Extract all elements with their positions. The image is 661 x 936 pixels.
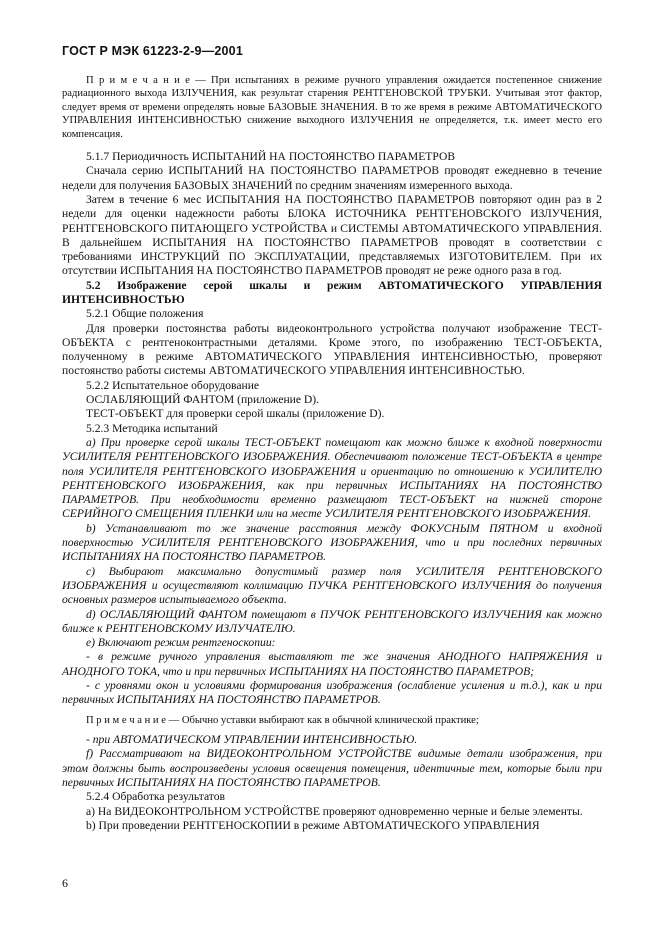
method-step-c: c) Выбирают максимально допустимый размер поля УСИЛИТЕЛЯ РЕНТГЕНОВСКОГО ИЗОБРАЖЕНИЯ и осуществляют коллимацию ПУЧКА РЕНТГЕНОВСКОГО ИЗЛУЧЕНИЯ до получения основных размеров испытываемого объекта. xyxy=(62,564,602,607)
equipment-item-test-object: ТЕСТ-ОБЪЕКТ для проверки серой шкалы (приложение D). xyxy=(86,407,385,421)
method-step-e-automatic: - при АВТОМАТИЧЕСКОМ УПРАВЛЕНИИ ИНТЕНСИВНОСТЬЮ. xyxy=(86,733,418,747)
note-2-text: Обычно уставки выбирают как в обычной клинической практике; xyxy=(181,714,479,726)
method-step-a: a) При проверке серой шкалы ТЕСТ-ОБЪЕКТ помещают как можно ближе к входной поверхности УСИЛИТЕЛЯ РЕНТГЕНОВСКОГО ИЗОБРАЖЕНИЯ. Обеспечивают положение ТЕСТ-ОБЪЕКТА в центре поля УСИЛИТЕЛЯ РЕНТГЕНОВСКОГО ИЗОБРАЖЕНИЯ и ориентацию по отношению к УСИЛИТЕЛЮ РЕНТГЕНОВСКОГО ИЗОБРАЖЕНИЯ, как при первичных ИСПЫТАНИЯХ НА ПОСТОЯНСТВО ПАРАМЕТРОВ. При необходимости временно размещают ТЕСТ-ОБЪЕКТ на нижней стороне СЕРИЙНОГО СМЕЩЕНИЯ ПЛЕНКИ или на месте УСИЛИТЕЛЯ РЕНТГЕНОВСКОГО ИЗОБРАЖЕНИЯ. xyxy=(62,435,602,521)
method-step-e: e) Включают режим рентгеноскопии: xyxy=(86,636,276,650)
section-5-2-2-heading: 5.2.2 Испытательное оборудование xyxy=(86,378,260,392)
section-5-1-7-paragraph-1: Сначала серию ИСПЫТАНИЙ НА ПОСТОЯНСТВО ПАРАМЕТРОВ проводят ежедневно в течение недели для получения БАЗОВЫХ ЗНАЧЕНИЙ по средним значениям измеренного выхода. xyxy=(62,164,602,192)
method-step-e-manual: - в режиме ручного управления выставляют те же значения АНОДНОГО НАПРЯЖЕНИЯ и АНОДНОГО ТОКА, что и при первичных ИСПЫТАНИЯХ НА ПОСТОЯНСТВО ПАРАМЕТРОВ; xyxy=(62,650,602,678)
results-item-b: b) При проведении РЕНТГЕНОСКОПИИ в режиме АВТОМАТИЧЕСКОГО УПРАВЛЕНИЯ xyxy=(86,818,540,832)
note-1-text: При испытаниях в режиме ручного управления ожидается постепенное снижение радиационного выхода ИЗЛУЧЕНИЯ, как результат старения РЕНТГЕНОВСКОЙ ТРУБКИ. Учитывая этот фактор, следует время от времени определять новые БАЗОВЫЕ ЗНАЧЕНИЯ. В то же время в режиме АВТОМАТИЧЕСКОГО УПРАВЛЕНИЯ ИНТЕНСИВНОСТЬЮ снижение выходного ИЗЛУЧЕНИЯ не определяется, т.к. имеет место его компенсация. xyxy=(62,75,602,140)
section-5-2-3-heading: 5.2.3 Методика испытаний xyxy=(86,421,218,435)
section-5-2-heading: 5.2 Изображение серой шкалы и режим АВТОМАТИЧЕСКОГО УПРАВЛЕНИЯ ИНТЕНСИВНОСТЬЮ xyxy=(62,278,602,306)
section-5-1-7-heading: 5.1.7 Периодичность ИСПЫТАНИЙ НА ПОСТОЯНСТВО ПАРАМЕТРОВ xyxy=(86,150,456,164)
section-5-2-1-paragraph: Для проверки постоянства работы видеоконтрольного устройства получают изображение ТЕСТ-ОБЪЕКТА с рентгеноконтрастными деталями. Кроме этого, по изображению ТЕСТ-ОБЪЕКТА, полученному в режиме АВТОМАТИЧЕСКОГО УПРАВЛЕНИЯ ИНТЕНСИВНОСТЬЮ, проверяют постоянство работы системы АВТОМАТИЧЕСКОГО УПРАВЛЕНИЯ ИНТЕНСИВНОСТЬЮ. xyxy=(62,321,602,378)
note-2-lead: П р и м е ч а н и е — xyxy=(86,714,182,726)
section-5-2-4-heading: 5.2.4 Обработка результатов xyxy=(86,790,225,804)
method-step-b: b) Устанавливают то же значение расстояния между ФОКУСНЫМ ПЯТНОМ и входной поверхностью УСИЛИТЕЛЯ РЕНТГЕНОВСКОГО ИЗОБРАЖЕНИЯ, что и при последних первичных ИСПЫТАНИЯХ НА ПОСТОЯНСТВО ПАРАМЕТРОВ. xyxy=(62,521,602,564)
equipment-item-phantom: ОСЛАБЛЯЮЩИЙ ФАНТОМ (приложение D). xyxy=(86,393,320,407)
method-step-e-windows: - с уровнями окон и условиями формирования изображения (ослабление усиления и т.д.), как и при первичных ИСПЫТАНИЯХ НА ПОСТОЯНСТВО ПАРАМЕТРОВ. xyxy=(62,679,602,707)
standard-header: ГОСТ Р МЭК 61223-2-9—2001 xyxy=(62,44,243,58)
note-1 xyxy=(62,74,602,141)
results-item-a: a) На ВИДЕОКОНТРОЛЬНОМ УСТРОЙСТВЕ проверяют одновременно черные и белые элементы. xyxy=(86,804,583,818)
section-5-1-7-paragraph-2: Затем в течение 6 мес ИСПЫТАНИЯ НА ПОСТОЯНСТВО ПАРАМЕТРОВ повторяют один раз в 2 недели для оценки надежности работы БЛОКА ИСТОЧНИКА РЕНТГЕНОВСКОГО ИЗЛУЧЕНИЯ, РЕНТГЕНОВСКОГО ПИТАЮЩЕГО УСТРОЙСТВА и СИСТЕМЫ АВТОМАТИЧЕСКОГО УПРАВЛЕНИЯ. В дальнейшем ИСПЫТАНИЯ НА ПОСТОЯНСТВО ПАРАМЕТРОВ проводят в соответствии с требованиями ИНСТРУКЦИЙ ПО ЭКСПЛУАТАЦИИ, представляемых ИЗГОТОВИТЕЛЕМ. При их отсутствии ИСПЫТАНИЯ НА ПОСТОЯНСТВО ПАРАМЕТРОВ проводят не реже одного раза в год. xyxy=(62,192,602,278)
method-step-d: d) ОСЛАБЛЯЮЩИЙ ФАНТОМ помещают в ПУЧОК РЕНТГЕНОВСКОГО ИЗЛУЧЕНИЯ как можно ближе к РЕНТГЕНОВСКОМУ ИЗЛУЧАТЕЛЮ. xyxy=(62,607,602,635)
page-number: 6 xyxy=(62,876,68,890)
method-step-f: f) Рассматривают на ВИДЕОКОНТРОЛЬНОМ УСТРОЙСТВЕ видимые детали изображения, при этом должны быть воспроизведены условия освещения помещения, идентичные тем, которые были при первичных ИСПЫТАНИЯХ НА ПОСТОЯНСТВО ПАРАМЕТРОВ. xyxy=(62,747,602,789)
section-5-2-1-heading: 5.2.1 Общие положения xyxy=(86,307,204,321)
note-2 xyxy=(62,714,602,727)
document-page xyxy=(62,44,602,833)
note-1-lead: П р и м е ч а н и е — xyxy=(86,75,212,86)
